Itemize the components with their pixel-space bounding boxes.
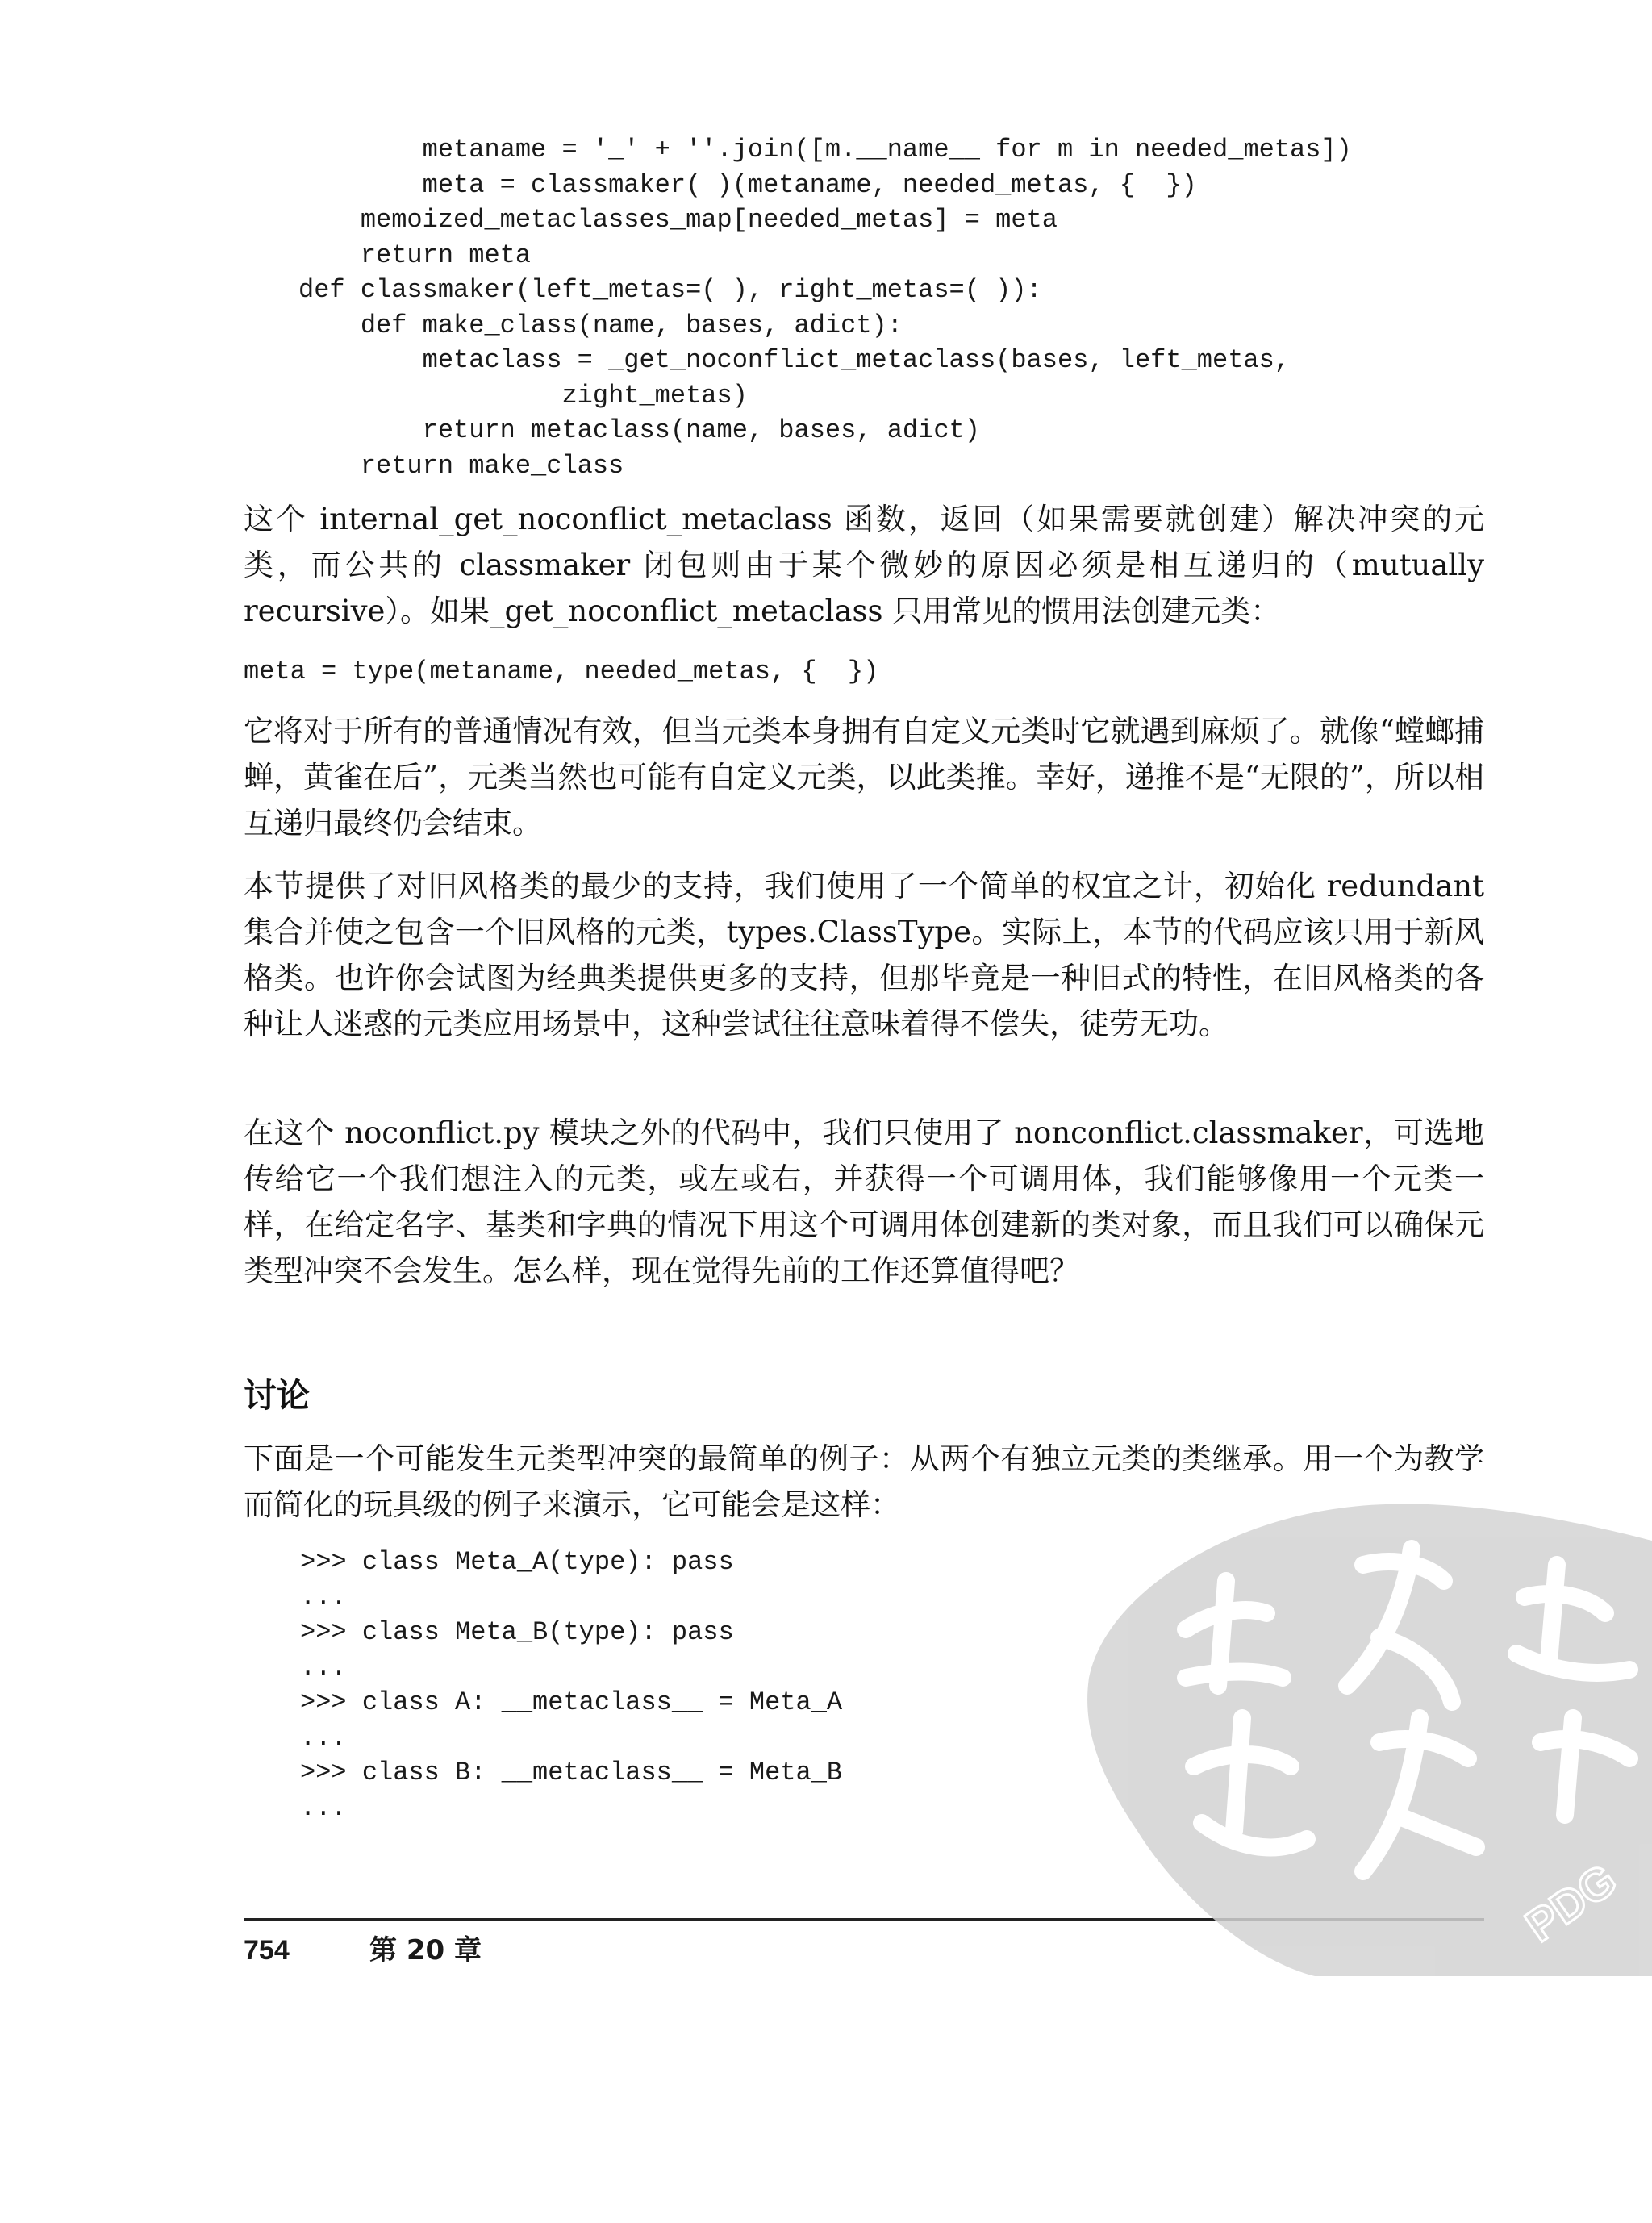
section-heading-discussion: 讨论	[244, 1376, 310, 1415]
code-block-metaclass-conflict: >>> class Meta_A(type): pass ... >>> class Meta_B(type): pass ... >>> class A: __metaclass__ = Meta_A ... >>> class B: __metaclass__ = Meta_B ...	[300, 1547, 843, 1823]
watermark-text: PDG	[1516, 1853, 1626, 1952]
paragraph-conflict-example: 下面是一个可能发生元类型冲突的最简单的例子：从两个有独立元类的类继承。用一个为教学而简化的玩具级的例子来演示，它可能会是这样：	[244, 1441, 1484, 1522]
paragraph-classmaker-usage: 在这个 noconflict.py 模块之外的代码中，我们只使用了 nonconflict.classmaker，可选地传给它一个我们想注入的元类，或左或右，并获得一个可调用体，我们能够像用一个元类一样，在给定名字、基类和字典的情况下用这个可调用体创建新的类对象，而且我们可以确保元类型冲突不会发生。怎么样，现在觉得先前的工作还算值得吧？	[244, 1116, 1484, 1288]
code-line-type-meta: meta = type(metaname, needed_metas, { })	[244, 657, 879, 686]
code-block-classmaker: metaname = '_' + ''.join([m.__name__ for m in needed_metas]) meta = classmaker( )(metaname, needed_metas, { }) memoized_metaclasses_map[needed_metas] = meta return meta def classmaker(left_metas=( ), right_metas=( )): def make_class(name, bases, adict): metaclass = _get_noconflict_metaclass(bases, left_metas, zight_metas) return metaclass(name, bases, adict) return make_class	[298, 135, 1352, 481]
footer-chapter-label: 第 20 章	[369, 1934, 482, 1966]
paragraph-custom-metaclass: 它将对于所有的普通情况有效，但当元类本身拥有自定义元类时它就遇到麻烦了。就像“螳螂捕蝉，黄雀在后”，元类当然也可能有自定义元类，以此类推。幸好，递推不是“无限的”，所以相互递归最终仍会结束。	[244, 714, 1484, 840]
paragraph-old-style-classes: 本节提供了对旧风格类的最少的支持，我们使用了一个简单的权宜之计，初始化 redundant 集合并使之包含一个旧风格的元类，types.ClassType。实际上，本节的代码应该只用于新风格类。也许你会试图为经典类提供更多的支持，但那毕竟是一种旧式的特性，在旧风格类的各种让人迷惑的元类应用场景中，这种尝试往往意味着得不偿失，徒劳无功。	[244, 869, 1484, 1041]
paragraph-noconflict-function: 这个 internal_get_noconflict_metaclass 函数，返回（如果需要就创建）解决冲突的元类，而公共的 classmaker 闭包则由于某个微妙的原因必须是相互递归的（mutually recursive）。如果_get_noconflict_metaclass 只用常见的惯用法创建元类：	[244, 502, 1484, 628]
watermark-seal	[1073, 1476, 1652, 1976]
footer-page-number: 754	[244, 1935, 290, 1966]
